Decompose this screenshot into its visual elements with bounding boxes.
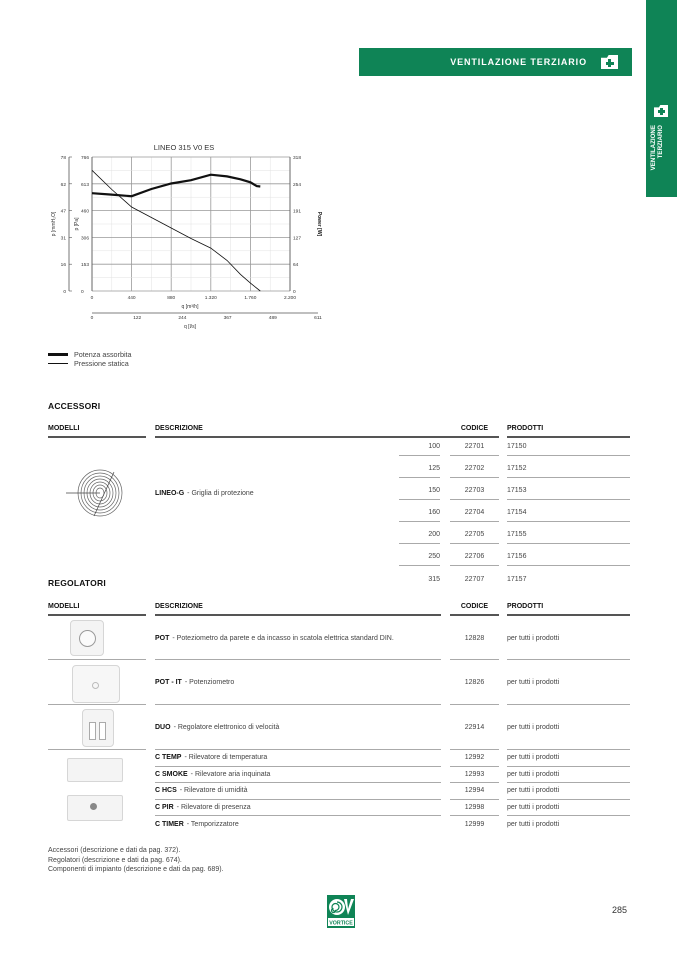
model-name: DUO — [155, 723, 171, 731]
side-category-tab[interactable] — [646, 0, 677, 197]
svg-text:0: 0 — [81, 290, 84, 295]
model-desc: - Temporizzatore — [186, 820, 239, 828]
prodotti-cell: per tutti i prodotti — [507, 705, 630, 750]
x-axis-label: q [m³/h] — [181, 304, 199, 310]
codice-cell: 12994 — [450, 783, 499, 800]
col-codice: CODICE — [450, 424, 499, 438]
legend-label: Pressione statica — [74, 359, 129, 368]
prodotti-cell: per tutti i prodotti — [507, 820, 560, 828]
x-axis-secondary-label: q [l/s] — [184, 324, 196, 330]
svg-text:367: 367 — [223, 316, 232, 321]
svg-text:1.320: 1.320 — [204, 296, 217, 301]
prodotti-cell: per tutti i prodotti — [507, 617, 630, 660]
svg-text:122: 122 — [133, 316, 142, 321]
c-sensor-box-image — [67, 758, 123, 782]
model-name: LINEO-G — [155, 489, 185, 497]
model-desc: - Potenziometro — [184, 678, 235, 686]
prodotti-cell: per tutti i prodotti — [507, 800, 630, 817]
model-desc: - Rilevatore di umidità — [179, 787, 248, 795]
size-cell: 150 — [399, 482, 440, 500]
size-cell: 250 — [399, 548, 440, 566]
svg-text:31: 31 — [60, 236, 66, 242]
svg-text:460: 460 — [81, 209, 90, 215]
model-desc: - Rilevatore aria inquinata — [190, 770, 271, 778]
codice-cell: 12999 — [464, 820, 485, 828]
svg-text:306: 306 — [81, 236, 90, 242]
prodotti-cell: 17150 — [507, 438, 630, 456]
model-name: C PIR — [155, 803, 174, 811]
page-number: 285 — [612, 905, 628, 915]
regolatori-table-header — [48, 602, 630, 616]
side-tab-label — [650, 125, 664, 185]
svg-text:254: 254 — [293, 182, 302, 188]
svg-text:191: 191 — [293, 209, 302, 215]
svg-text:153: 153 — [81, 263, 90, 269]
col-descrizione: DESCRIZIONE — [155, 424, 488, 438]
col-prodotti: PRODOTTI — [507, 424, 630, 438]
prodotti-cell: per tutti i prodotti — [507, 660, 630, 705]
prodotti-cell: per tutti i prodotti — [507, 783, 630, 800]
svg-text:440: 440 — [127, 296, 136, 301]
description-cell — [155, 800, 441, 817]
note-regolatori: Regolatori (descrizione e dati da pag. 674). — [48, 856, 182, 864]
model-name: POT — [155, 634, 170, 642]
y-axis-mmh2o-label: p [mmH₂O] — [51, 211, 57, 237]
regolatori-heading: REGOLATORI — [48, 578, 106, 588]
accessori-table-header — [48, 424, 630, 438]
model-image-cell — [48, 617, 146, 660]
description-cell — [155, 783, 441, 800]
svg-text:0: 0 — [293, 290, 296, 295]
description-cell — [155, 767, 441, 784]
codice-cell: 12998 — [450, 800, 499, 817]
model-desc: - Regolatore elettronico di velocità — [173, 723, 280, 731]
accessori-heading: ACCESSORI — [48, 401, 101, 411]
col-codice: CODICE — [450, 602, 499, 616]
col-modelli: MODELLI — [48, 424, 146, 438]
prodotti-cell: 17154 — [507, 504, 630, 522]
codice-cell: 22705 — [450, 526, 499, 544]
description-cell — [155, 705, 441, 750]
model-image-cell — [48, 660, 146, 705]
model-name: C TEMP — [155, 754, 182, 762]
performance-chart — [0, 140, 340, 340]
codice-cell: 22706 — [450, 548, 499, 566]
prodotti-cell: 17152 — [507, 460, 630, 478]
svg-text:880: 880 — [167, 296, 176, 301]
legend-item-potenza — [48, 350, 132, 359]
pressione-statica-line — [92, 170, 260, 291]
col-prodotti: PRODOTTI — [507, 602, 630, 616]
codice-cell: 12828 — [450, 617, 499, 660]
svg-text:0: 0 — [90, 316, 94, 321]
model-desc: - Poteziometro da parete e da incasso in scatola elettrica standard DIN. — [172, 634, 394, 642]
svg-text:78: 78 — [60, 156, 66, 161]
section-banner — [359, 48, 632, 76]
potenza-assorbita-line — [92, 175, 260, 197]
codice-cell: 12993 — [450, 767, 499, 784]
prodotti-cell: 17157 — [507, 575, 527, 583]
col-descrizione: DESCRIZIONE — [155, 602, 441, 616]
svg-text:2.200: 2.200 — [283, 296, 297, 301]
y-axis-power-label: Power [W] — [316, 211, 322, 237]
svg-text:611: 611 — [314, 316, 322, 321]
brand-name: VORTICE — [329, 920, 353, 927]
codice-cell: 22701 — [450, 438, 499, 456]
model-name: POT - IT — [155, 678, 182, 686]
page-notes — [48, 846, 224, 875]
prodotti-cell: per tutti i prodotti — [507, 750, 630, 767]
svg-text:47: 47 — [60, 209, 66, 215]
model-image-cell — [48, 705, 146, 750]
svg-text:613: 613 — [81, 182, 90, 188]
svg-text:0: 0 — [90, 296, 94, 301]
svg-text:318: 318 — [293, 156, 302, 161]
y-axis-pa-label: p [Pa] — [74, 217, 80, 231]
thin-line-swatch-icon — [48, 363, 68, 364]
prodotti-cell: per tutti i prodotti — [507, 767, 630, 784]
model-desc: - Rilevatore di temperatura — [184, 754, 268, 762]
model-desc: - Griglia di protezione — [187, 489, 254, 497]
size-cell: 160 — [399, 504, 440, 522]
chart-svg — [0, 140, 340, 340]
side-tab-label-line1: VENTILAZIONE — [650, 125, 657, 171]
chart-legend — [48, 350, 132, 368]
col-modelli: MODELLI — [48, 602, 146, 616]
description-cell — [155, 816, 441, 833]
section-title: VENTILAZIONE TERZIARIO — [450, 57, 587, 67]
model-desc: - Rilevatore di presenza — [176, 803, 251, 811]
lineo-g-grille-image — [64, 460, 134, 526]
size-cell: 100 — [399, 438, 440, 456]
chart-title: LINEO 315 V0 ES — [153, 143, 215, 152]
svg-text:16: 16 — [60, 263, 66, 269]
vortice-logo — [327, 895, 355, 928]
svg-text:64: 64 — [293, 263, 299, 269]
svg-text:244: 244 — [178, 316, 187, 321]
codice-cell: 22703 — [450, 482, 499, 500]
size-cell: 315 — [428, 575, 440, 583]
legend-label: Potenza assorbita — [74, 350, 132, 359]
svg-text:1.760: 1.760 — [244, 296, 257, 301]
prodotti-cell: 17153 — [507, 482, 630, 500]
codice-cell: 12992 — [450, 750, 499, 767]
codice-cell: 22704 — [450, 504, 499, 522]
codice-cell: 12826 — [450, 660, 499, 705]
chart-grid — [92, 157, 290, 291]
c-pir-sensor-box-image — [67, 795, 123, 821]
prodotti-cell: 17155 — [507, 526, 630, 544]
svg-text:62: 62 — [60, 182, 66, 188]
codice-cell: 22914 — [450, 705, 499, 750]
lineo-g-description — [155, 483, 254, 503]
size-cell: 200 — [399, 526, 440, 544]
prodotti-cell: 17156 — [507, 548, 630, 566]
codice-cell: 22702 — [450, 460, 499, 478]
model-name: C SMOKE — [155, 770, 188, 778]
svg-text:0: 0 — [63, 290, 66, 295]
description-cell — [155, 660, 441, 705]
note-componenti: Componenti di impianto (descrizione e dati da pag. 689). — [48, 866, 224, 874]
note-accessori: Accessori (descrizione e dati da pag. 372). — [48, 847, 181, 854]
description-cell — [155, 617, 441, 660]
svg-text:489: 489 — [268, 316, 277, 321]
svg-text:766: 766 — [81, 156, 90, 161]
model-name: C TIMER — [155, 820, 184, 828]
thick-line-swatch-icon — [48, 353, 68, 355]
description-cell — [155, 750, 441, 767]
svg-text:127: 127 — [293, 236, 302, 242]
model-name: C HCS — [155, 787, 177, 795]
side-tab-label-line2: TERZIARIO — [657, 125, 664, 159]
ventilation-category-icon — [654, 105, 668, 117]
ventilation-category-icon — [601, 55, 618, 69]
size-cell: 125 — [399, 460, 440, 478]
codice-cell: 22707 — [464, 575, 485, 583]
legend-item-pressione — [48, 359, 132, 368]
